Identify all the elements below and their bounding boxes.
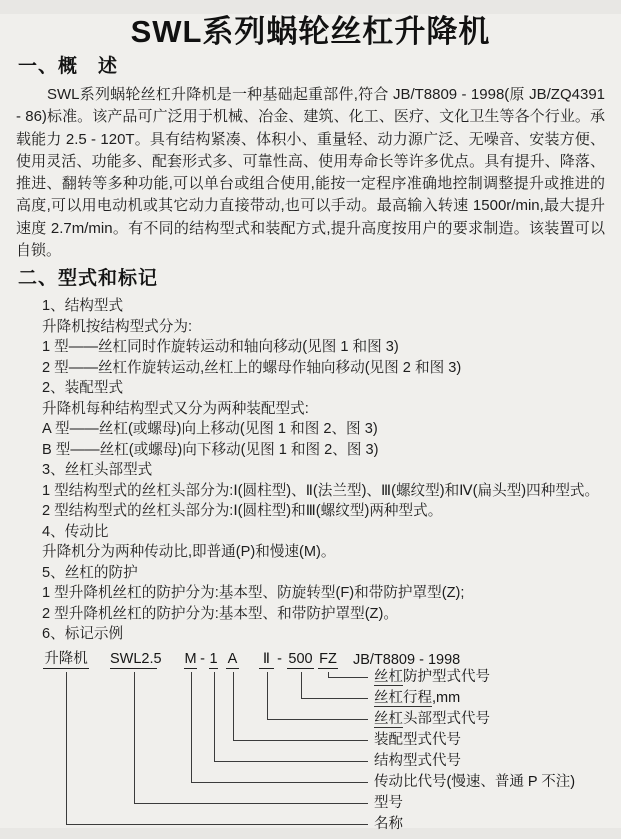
spec-line-assembly-intro: 升降机每种结构型式又分为两种装配型式:: [42, 400, 309, 417]
spec-line-protection-2: 2 型升降机丝杠的防护分为:基本型、和带防护罩型(Z)。: [42, 605, 398, 622]
spec-line-ratio-detail: 升降机分为两种传动比,即普通(P)和慢速(M)。: [42, 544, 336, 561]
section-1-heading: 一、概 述: [18, 56, 119, 77]
marking-label: [374, 752, 461, 770]
document-page: [0, 14, 621, 832]
marking-label-text: 头部型式代号: [403, 710, 490, 727]
leader-line-horizontal: [66, 824, 368, 825]
marking-label-text: 型号: [374, 794, 403, 811]
marking-label-text: 名称: [374, 815, 403, 832]
spec-list: [16, 296, 605, 645]
leader-line-vertical: [214, 672, 215, 761]
spec-line-protection-heading: 5、丝杠的防护: [42, 564, 138, 581]
standard-number: JB/T8809 - 1998: [353, 651, 461, 668]
spec-line-structure-type-heading: 1、结构型式: [42, 298, 124, 315]
spec-line-type-1: 1 型——丝杠同时作旋转运动和轴向移动(见图 1 和图 3): [42, 339, 399, 356]
marking-token: A: [227, 650, 238, 667]
marking-label: [374, 773, 575, 791]
marking-label-text: ,mm: [432, 689, 461, 706]
marking-label-text: 传动比代号(慢速、普通 P 不注): [374, 773, 576, 790]
leader-line-horizontal: [233, 740, 369, 741]
marking-token: Ⅱ: [259, 651, 274, 669]
spec-line-type-2: 2 型——丝杠作旋转运动,丝杠上的螺母作轴向移动(见图 2 和图 3): [42, 359, 462, 376]
leader-line-horizontal: [328, 677, 368, 678]
marking-label: [374, 668, 490, 686]
marking-label-text: 装配型式代号: [374, 731, 461, 748]
spec-line-structure-intro: 升降机按结构型式分为:: [42, 318, 192, 335]
spec-line-screw-head-heading: 3、丝杠头部型式: [42, 462, 153, 479]
marking-label: [374, 794, 403, 812]
marking-label: [374, 815, 403, 833]
leader-line-vertical: [267, 672, 268, 719]
leader-line-vertical: [191, 672, 192, 782]
section-2-heading: 二、型式和标记: [18, 268, 159, 290]
spec-line-marking-example-heading: 6、标记示例: [42, 626, 124, 643]
overview-paragraph: SWL系列蜗轮丝杠升降机是一种基础起重部件,符合 JB/T8809 - 1998(原 JB/ZQ4391 - 86)标准。该产品可广泛用于机械、冶金、建筑、化工、医疗、文化卫生等各个行业。承载能力 2.5 - 120T。具有结构紧凑、体积小、重量轻、动力源广泛、无噪音、安装方便、使用灵活、功能多、配套形式多、可靠性高、使用寿命长等许多优点。具有提升、降落、推进、翻转等多种功能,可以单台或组合使用,能按一定程序准确地控制调整提升或推进的高度,可以用电动机或其它动力直接带动,也可以手动。最高输入转速 1500r/min,最大提升速度 2.7m/min。有不同的结构型式和装配方式,提升高度按用户的要求制造。该装置可以自锁。: [16, 86, 605, 260]
leader-line-horizontal: [134, 803, 369, 804]
marking-label: [374, 710, 490, 728]
leader-line-vertical: [233, 672, 234, 740]
leader-line-horizontal: [301, 698, 369, 699]
marking-label-text: 结构型式代号: [374, 752, 461, 769]
marking-token: M: [184, 650, 197, 667]
marking-token: 500: [288, 650, 313, 667]
marking-label-underlined-part: 丝杠: [374, 668, 403, 685]
marking-label: [374, 731, 461, 749]
marking-label-underlined-part: 丝杠行程: [374, 689, 432, 706]
leader-line-horizontal: [214, 761, 369, 762]
spec-line-screw-head-2: 2 型结构型式的丝杠头部分为:Ⅰ(圆柱型)和Ⅲ(螺纹型)两种型式。: [42, 503, 443, 520]
doc-title: SWL系列蜗轮丝杠升降机: [130, 14, 491, 49]
marking-token: -: [277, 650, 282, 667]
marking-label-text: 防护型式代号: [403, 668, 490, 685]
marking-label-underlined-part: 丝杠: [374, 710, 403, 727]
leader-line-horizontal: [267, 719, 369, 720]
spec-line-assembly-b: B 型——丝杠(或螺母)向下移动(见图 1 和图 2、图 3): [42, 441, 379, 458]
spec-line-ratio-heading: 4、传动比: [42, 523, 109, 540]
leader-line-vertical: [66, 672, 67, 824]
marking-token: -: [200, 650, 205, 667]
marking-token: 1: [209, 650, 218, 667]
spec-line-protection-1: 1 型升降机丝杠的防护分为:基本型、防旋转型(F)和带防护罩型(Z);: [42, 585, 465, 602]
spec-line-assembly-heading: 2、装配型式: [42, 380, 124, 397]
marking-token: 升降机: [44, 650, 88, 667]
marking-example-diagram: [0, 647, 621, 839]
marking-label: [374, 689, 460, 707]
leader-line-vertical: [301, 672, 302, 698]
marking-token: SWL2.5: [110, 650, 162, 667]
leader-line-vertical: [134, 672, 135, 803]
marking-token: FZ: [319, 650, 337, 667]
spec-line-assembly-a: A 型——丝杠(或螺母)向上移动(见图 1 和图 2、图 3): [42, 421, 378, 438]
leader-line-horizontal: [191, 782, 369, 783]
spec-line-screw-head-1: 1 型结构型式的丝杠头部分为:Ⅰ(圆柱型)、Ⅱ(法兰型)、Ⅲ(螺纹型)和Ⅳ(扁头型)四种型式。: [42, 482, 600, 499]
